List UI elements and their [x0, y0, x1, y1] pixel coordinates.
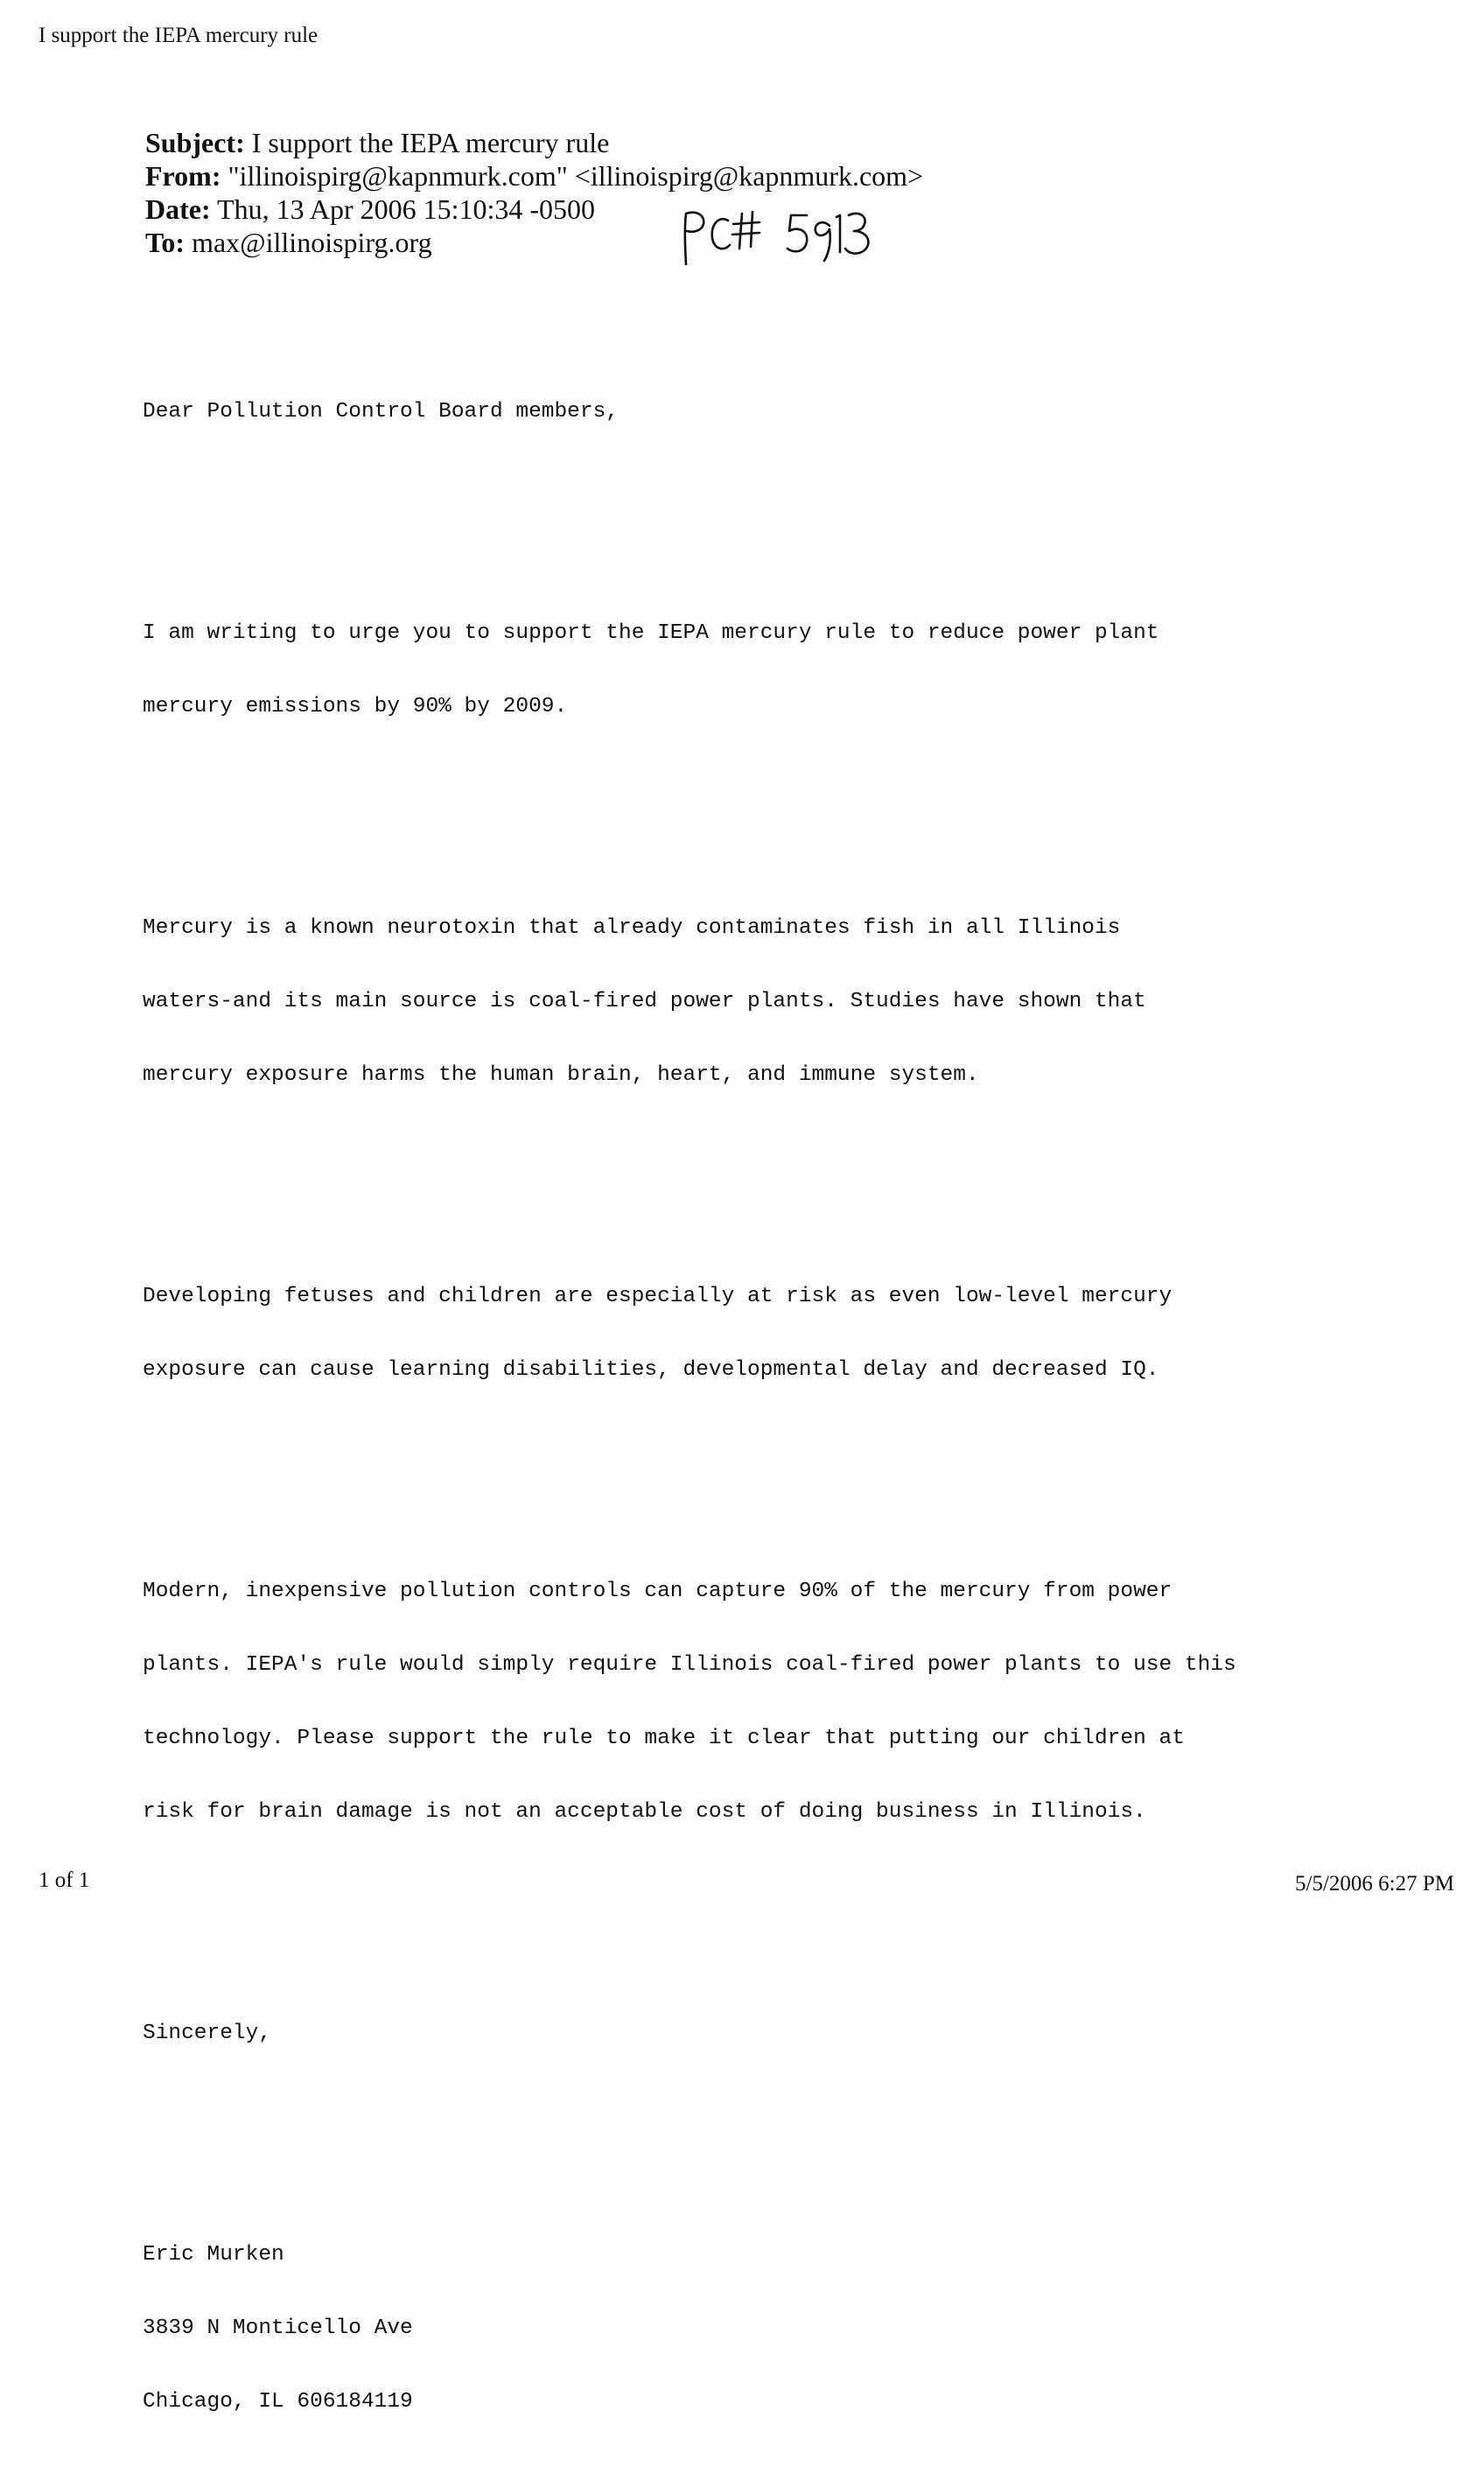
subject-label: Subject:	[145, 127, 245, 158]
page-title: I support the IEPA mercury rule	[38, 24, 318, 47]
paragraph-line: Modern, inexpensive pollution controls can capture 90% of the mercury from power	[143, 1580, 1172, 1603]
date-label: Date:	[145, 193, 211, 225]
letter-body	[143, 302, 1438, 2488]
to-label: To:	[145, 227, 186, 258]
salutation	[143, 351, 1438, 473]
subject-value: I support the IEPA mercury rule	[251, 127, 610, 158]
to-value: max@illinoispirg.org	[192, 227, 432, 258]
print-timestamp: 5/5/2006 6:27 PM	[1295, 1872, 1454, 1896]
subject-row	[145, 126, 923, 159]
handwritten-pc-stamp	[674, 203, 884, 273]
closing	[143, 1973, 1438, 2095]
paragraph-line: waters-and its main source is coal-fired power plants. Studies have shown that	[143, 990, 1146, 1013]
paragraph-3	[143, 1236, 1438, 1432]
paragraph-line: plants. IEPA's rule would simply require Illinois coal-fired power plants to use this	[143, 1653, 1236, 1677]
from-row	[145, 159, 923, 193]
signature-name: Eric Murken	[143, 2243, 284, 2267]
paragraph-line: mercury exposure harms the human brain, heart, and immune system.	[143, 1063, 979, 1087]
signature-block	[143, 2194, 1438, 2463]
paragraph-1	[143, 572, 1438, 768]
from-value: "illinoispirg@kapnmurk.com" <illinoispirg@kapnmurk.com>	[228, 160, 924, 192]
date-value: Thu, 13 Apr 2006 15:10:34 -0500	[217, 193, 596, 225]
paragraph-line: technology. Please support the rule to make it clear that putting our children at	[143, 1727, 1185, 1750]
paragraph-line: I am writing to urge you to support the IEPA mercury rule to reduce power plant	[143, 621, 1159, 645]
paragraph-line: Mercury is a known neurotoxin that already contaminates fish in all Illinois	[143, 916, 1121, 940]
paragraph-4	[143, 1531, 1438, 1874]
paragraph-line: risk for brain damage is not an acceptable cost of doing business in Illinois.	[143, 1800, 1146, 1824]
page-number: 1 of 1	[38, 1868, 90, 1892]
paragraph-2	[143, 867, 1438, 1137]
closing-line: Sincerely,	[143, 2022, 272, 2045]
from-label: From:	[145, 160, 221, 192]
salutation-line: Dear Pollution Control Board members,	[143, 400, 619, 424]
paragraph-line: Developing fetuses and children are especially at risk as even low-level mercury	[143, 1285, 1172, 1308]
paragraph-line: mercury emissions by 90% by 2009.	[143, 695, 568, 718]
signature-address-line1: 3839 N Monticello Ave	[143, 2316, 413, 2340]
paragraph-line: exposure can cause learning disabilities, developmental delay and decreased IQ.	[143, 1358, 1159, 1382]
signature-address-line2: Chicago, IL 606184119	[143, 2390, 413, 2414]
